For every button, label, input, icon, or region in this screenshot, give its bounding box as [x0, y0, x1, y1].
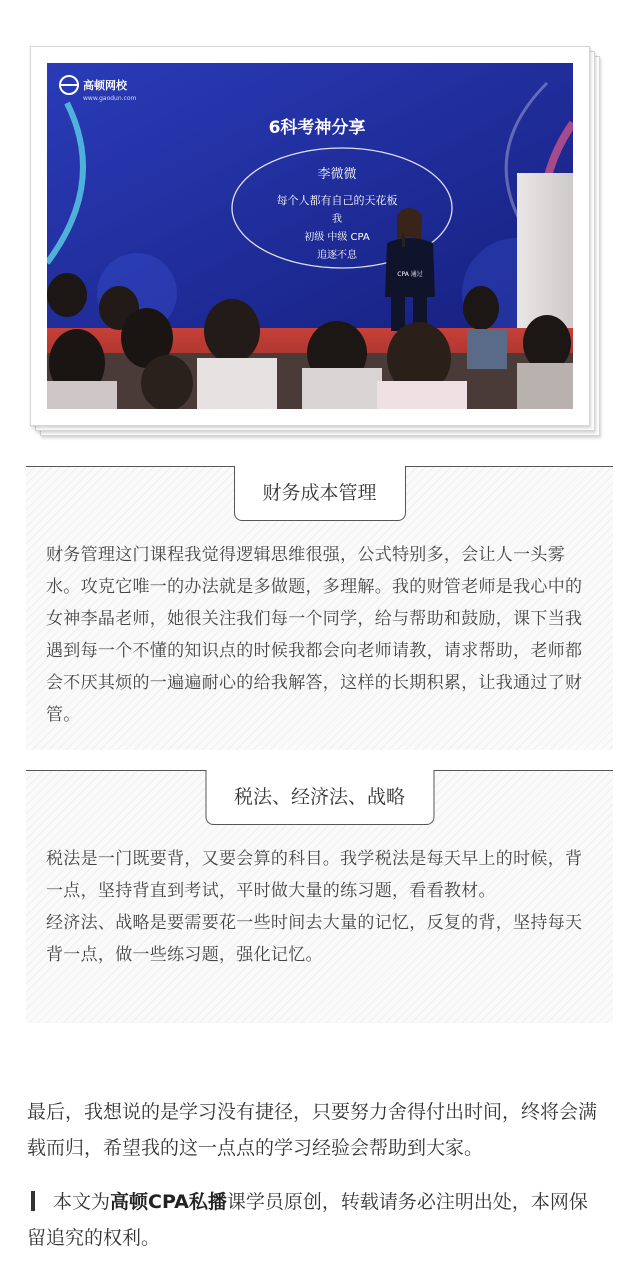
section-title: 财务成本管理	[233, 466, 405, 521]
note-bar	[31, 1191, 35, 1211]
section-body	[46, 539, 595, 731]
paper-layer-front	[30, 46, 590, 426]
logo-url: www.gaodun.com	[83, 95, 137, 102]
shirt-text: CPA 通过	[397, 271, 423, 278]
section-tax-law-strategy	[26, 770, 613, 1023]
section-financial-management	[26, 466, 613, 750]
screen-name: 李微微	[317, 167, 357, 182]
screen-line-2: 我	[332, 214, 342, 225]
copyright-note	[27, 1184, 605, 1256]
screen-title: 6科考神分享	[268, 118, 366, 138]
screen-line-3: 初级 中级 CPA	[304, 232, 370, 243]
section-paragraph: 经济法、战略是要需要花一些时间去大量的记忆，反复的背，坚持每天背一点，做一些练习题，强化记忆。	[46, 913, 583, 965]
section-title: 税法、经济法、战略	[205, 770, 434, 825]
microphone-icon	[402, 233, 405, 247]
section-body	[46, 843, 595, 971]
note-suffix: 课学员原创，转载请务必注明出处，本网保留追究的权利。	[27, 1191, 588, 1249]
screen-line-1: 每个人都有自己的天花板	[276, 194, 398, 207]
note-prefix: 本文为	[53, 1191, 111, 1213]
section-paragraph: 财务管理这门课程我觉得逻辑思维很强，公式特别多，会让人一头雾水。攻克它唯一的办法就是多做题，多理解。我的财管老师是我心中的女神李晶老师，她很关注我们每一个同学，给与帮助和鼓励，课下当我遇到每一个不懂的知识点的时候我都会向老师请教，请求帮助，老师都会不厌其烦的一遍遍耐心的给我解答，这样的长期积累，让我通过了财管。	[46, 545, 583, 725]
section-paragraph: 税法是一门既要背，又要会算的科目。我学税法是每天早上的时候，背一点，坚持背直到考试，平时做大量的练习题，看看教材。	[46, 849, 583, 901]
conclusion-paragraph: 最后，我想说的是学习没有捷径，只要努力舍得付出时间，终将会满载而归，希望我的这一点点的学习经验会帮助到大家。	[27, 1101, 598, 1159]
logo-text: 高顿网校	[83, 79, 127, 92]
screen-line-4: 追逐不息	[317, 250, 357, 261]
photo-frame	[30, 46, 610, 436]
event-photo	[47, 63, 573, 409]
brand-name: 高顿CPA私播	[110, 1191, 227, 1213]
